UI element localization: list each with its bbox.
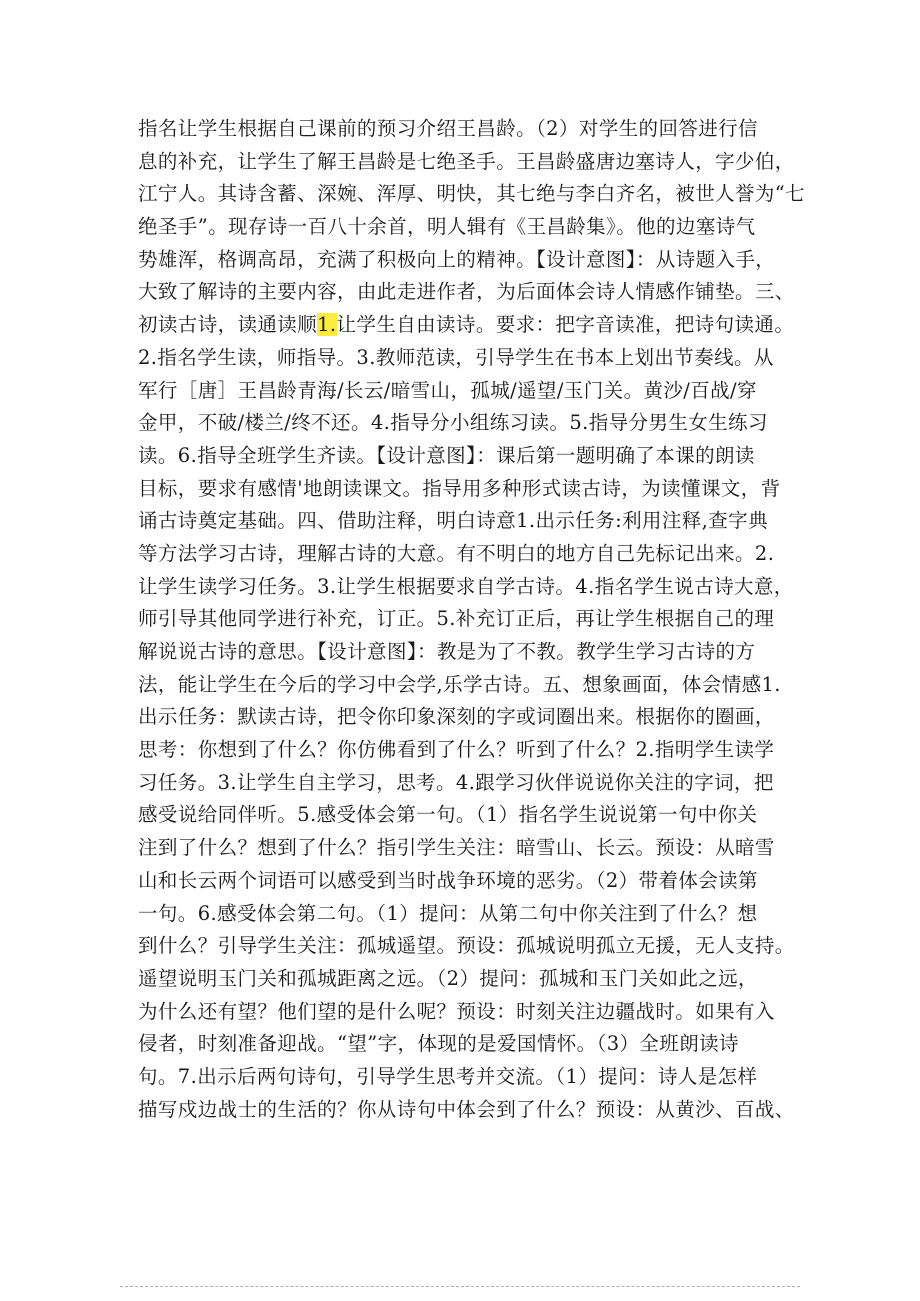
text-line: 思考：你想到了什么？你仿佛看到了什么？听到了什么？2.指明学生读学 — [138, 738, 775, 762]
text-line: 感受说给同伴听。5.感受体会第一句。（1）指名学生说说第一句中你关 — [138, 803, 758, 827]
highlight-mark: 1. — [317, 313, 337, 337]
text-line: 金甲，不破/楼兰/终不还。4.指导分小组练习读。5.指导分男生女生练习 — [138, 411, 768, 435]
text-segment: 初读古诗，读通读顺 — [138, 313, 318, 337]
text-line: 到什么？引导学生关注：孤城遥望。预设：孤城说明孤立无援，无人支持。 — [138, 934, 795, 958]
text-line: 军行［唐］王昌龄青海/长云/暗雪山，孤城/遥望/玉门关。黄沙/百战/穿 — [138, 378, 757, 402]
text-line: 等方法学习古诗，理解古诗的大意。有不明白的地方自己先标记出来。2. — [138, 541, 775, 565]
text-line: 势雄浑，格调高昂，充满了积极向上的精神。【设计意图】：从诗题入手， — [138, 247, 776, 271]
text-line: 师引导其他同学进行补充，订正。5.补充订正后，再让学生根据自己的理 — [138, 607, 775, 631]
text-segment: 让学生自由读诗。要求：把字音读准，把诗句读通。 — [336, 313, 795, 337]
text-line: 注到了什么？想到了什么？指引学生关注：暗雪山、长云。预设：从暗雪 — [138, 836, 775, 860]
text-line: 大致了解诗的主要内容，由此走进作者，为后面体会诗人情感作铺垫。三、 — [138, 280, 795, 304]
text-line: 指名让学生根据自己课前的预习介绍王昌龄。（2）对学生的回答进行信 — [138, 117, 758, 140]
text-line: 江宁人。其诗含蓄、深婉、浑厚、明快，其七绝与李白齐名，被世人誉为“七 — [138, 182, 806, 206]
text-line: 息的补充，让学生了解王昌龄是七绝圣手。王昌龄盛唐边塞诗人，字少伯， — [138, 149, 795, 173]
text-line: 句。7.出示后两句诗句，引导学生思考并交流。（1）提问：诗人是怎样 — [138, 1064, 758, 1088]
text-line: 读。6.指导全班学生齐读。【设计意图】：课后第一题明确了本课的朗读 — [138, 443, 755, 467]
text-line: 2.指名学生读，师指导。3.教师范读，引导学生在书本上划出节奏线。从 — [138, 345, 774, 369]
page-bottom-divider — [120, 1286, 800, 1287]
text-line: 描写戍边战士的生活的？你从诗句中体会到了什么？预设：从黄沙、百战、 — [138, 1097, 795, 1121]
text-line: 一句。6.感受体会第二句。（1）提问：从第二句中你关注到了什么？想 — [138, 901, 758, 925]
text-line: 习任务。3.让学生自主学习，思考。4.跟学习伙伴说说你关注的字词，把 — [138, 770, 774, 794]
text-line: 绝圣手”。现存诗一百八十余首，明人辑有《王昌龄集》。他的边塞诗气 — [138, 215, 756, 239]
text-line: 法，能让学生在今后的学习中会学,乐学古诗。五、想象画面，体会情感1. — [138, 672, 781, 696]
text-line: 出示任务：默读古诗，把令你印象深刻的字或词圈出来。根据你的圈画， — [138, 705, 775, 729]
text-line-highlighted — [138, 309, 800, 342]
text-line: 诵古诗奠定基础。四、借助注释，明白诗意1.出示任务:利用注释,查字典 — [138, 509, 768, 533]
text-line: 侵者，时刻准备迎战。“望”字，体现的是爱国情怀。（3）全班朗读诗 — [138, 1032, 739, 1056]
text-line: 为什么还有望？他们望的是什么呢？预设：时刻关注边疆战时。如果有入 — [138, 999, 775, 1023]
text-line: 遥望说明玉门关和孤城距离之远。（2）提问：孤城和玉门关如此之远， — [138, 966, 758, 990]
body-text — [138, 113, 806, 1126]
text-line: 目标，要求有感情'地朗读课文。指导用多种形式读古诗，为读懂课文，背 — [138, 476, 781, 500]
text-line: 让学生读学习任务。3.让学生根据要求自学古诗。4.指名学生说古诗大意， — [138, 574, 794, 598]
text-line: 解说说古诗的意思。【设计意图】：教是为了不教。教学生学习古诗的方 — [138, 640, 756, 663]
text-line: 山和长云两个词语可以感受到当时战争环境的恶劣。（2）带着体会读第 — [138, 868, 758, 892]
